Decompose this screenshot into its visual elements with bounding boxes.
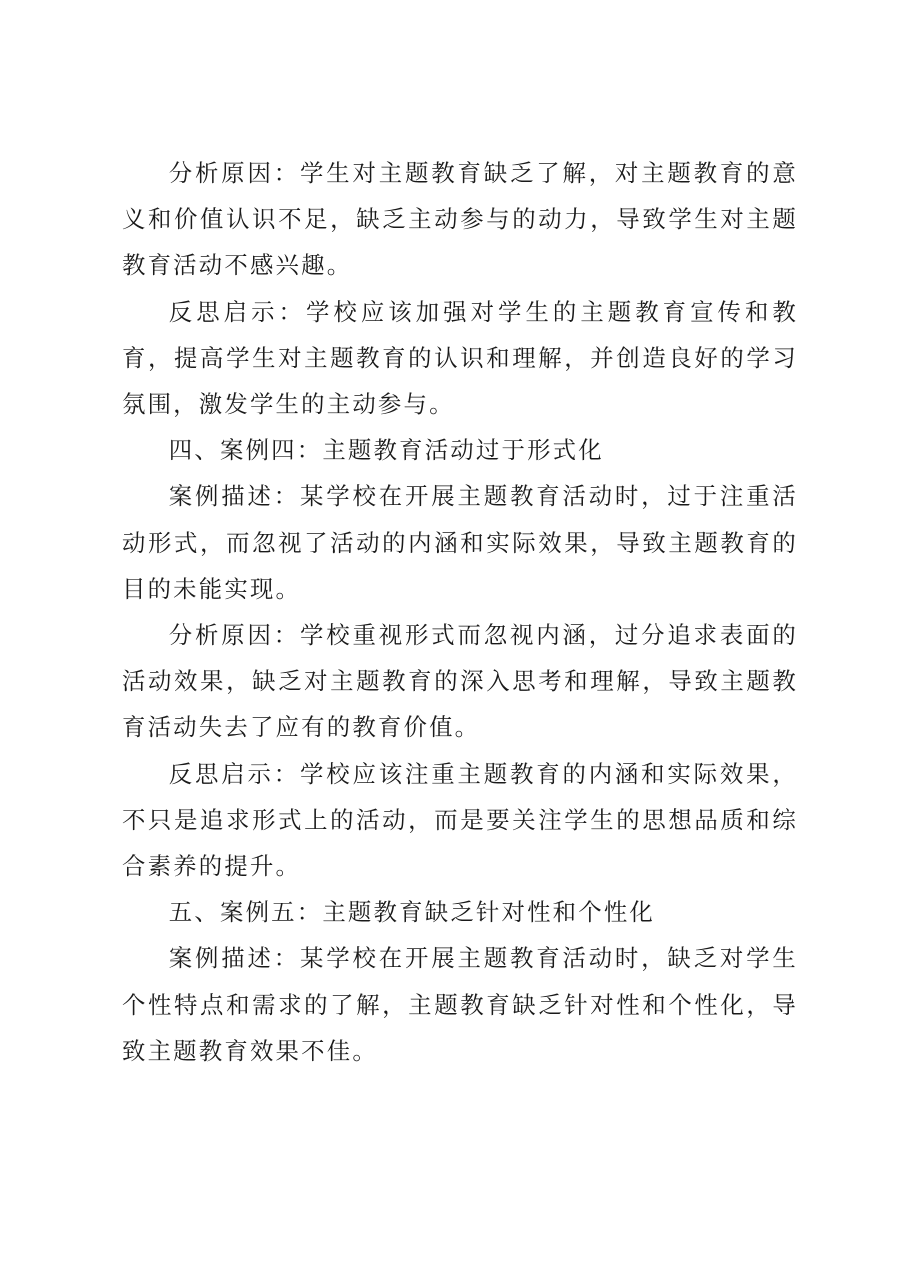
heading-case-4: 四、案例四：主题教育活动过于形式化	[168, 436, 604, 465]
heading-case-5: 五、案例五：主题教育缺乏针对性和个性化	[168, 898, 656, 927]
paragraph-reflection-case4: 反思启示：学校应该注重主题教育的内涵和实际效果，不只是追求形式上的活动，而是要关注学生的思想品质和综合素养的提升。	[122, 759, 798, 881]
paragraph-analysis-reason-case4: 分析原因：学校重视形式而忽视内涵，过分追求表面的活动效果，缺乏对主题教育的深入思考和理解，导致主题教育活动失去了应有的教育价值。	[122, 621, 798, 742]
document-body	[122, 150, 798, 1074]
paragraph-description-case5: 案例描述：某学校在开展主题教育活动时，缺乏对学生个性特点和需求的了解，主题教育缺乏针对性和个性化，导致主题教育效果不佳。	[122, 944, 798, 1065]
paragraph-description-case4: 案例描述：某学校在开展主题教育活动时，过于注重活动形式，而忽视了活动的内涵和实际效果，导致主题教育的目的未能实现。	[122, 482, 798, 603]
paragraph-reflection-case3: 反思启示：学校应该加强对学生的主题教育宣传和教育，提高学生对主题教育的认识和理解，并创造良好的学习氛围，激发学生的主动参与。	[122, 297, 798, 419]
paragraph-analysis-reason-case3: 分析原因：学生对主题教育缺乏了解，对主题教育的意义和价值认识不足，缺乏主动参与的动力，导致学生对主题教育活动不感兴趣。	[122, 159, 798, 280]
